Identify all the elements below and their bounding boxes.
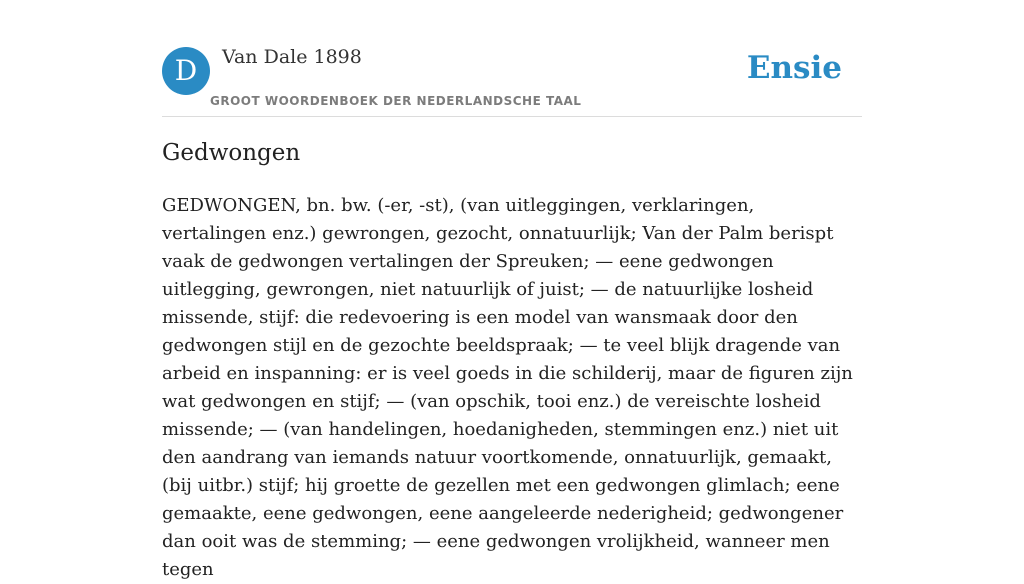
entry-definition: GEDWONGEN, bn. bw. (-er, -st), (van uitleggingen, verklaringen, vertalingen enz.) gewrongen, gezocht, onnatuurlijk; Van der Palm berispt vaak de gedwongen vertalingen der Spreuken; — eene gedwongen uitlegging, gewrongen, niet natuurlijk of juist; — de natuurlijke losheid missende, stijf: die redevoering is een model van wansmaak door den gedwongen stijl en de gezochte beeldspraak; — te veel blijk dragende van arbeid en inspanning: er is veel goeds in die schilderij, maar de figuren zijn wat gedwongen en stijf; — (van opschik, tooi enz.) de vereischte losheid missende; — (van handelingen, hoedanigheden, stemmingen enz.) niet uit den aandrang van iemands natuur voortkomende, onnatuurlijk, gemaakt, (bij uitbr.) stijf; hij groette de gezellen met een gedwongen glimlach; eene gemaakte, eene gedwongen, eene aangeleerde nederigheid; gedwongener dan ooit was de stemming; — eene gedwongen vrolijkheid, wanneer men tegen — [162, 195, 853, 580]
entry-title: Gedwongen — [162, 140, 301, 166]
dictionary-title[interactable]: Van Dale 1898 — [222, 46, 362, 68]
dictionary-logo-icon[interactable]: D — [162, 47, 210, 95]
site-logo[interactable]: Ensie — [746, 50, 842, 86]
dictionary-subtitle: GROOT WOORDENBOEK DER NEDERLANDSCHE TAAL — [210, 94, 582, 108]
dictionary-header — [162, 0, 862, 117]
